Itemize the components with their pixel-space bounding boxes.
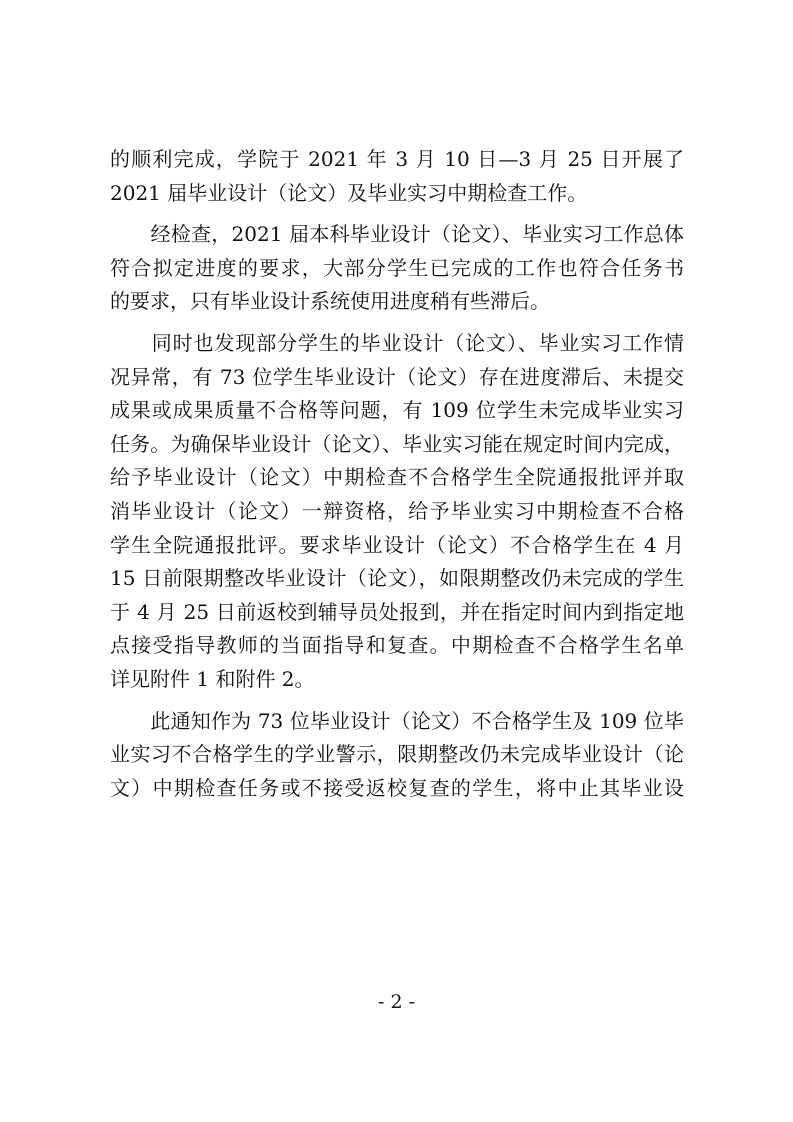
paragraph-4 — [110, 705, 684, 806]
text-line: 况异常，有 73 位学生毕业设计（论文）存在进度滞后、未提交 — [110, 364, 684, 389]
text-line: 2021 届毕业设计（论文）及毕业实习中期检查工作。 — [110, 180, 588, 205]
text-line: 学生全院通报批评。要求毕业设计（论文）不合格学生在 4 月 — [110, 532, 684, 557]
text-line: 同时也发现部分学生的毕业设计（论文）、毕业实习工作情 — [110, 330, 684, 355]
text-line: 业实习不合格学生的学业警示，限期整改仍未完成毕业设计（论 — [110, 742, 684, 767]
text-line: 文）中期检查任务或不接受返校复查的学生，将中止其毕业设 — [110, 775, 684, 800]
paragraph-2 — [110, 218, 684, 319]
text-line: 的顺利完成，学院于 2021 年 3 月 10 日—3 月 25 日开展了 — [110, 147, 684, 171]
text-line: 于 4 月 25 日前返校到辅导员处报到，并在指定时间内到指定地 — [110, 599, 684, 624]
text-line: 的要求，只有毕业设计系统使用进度稍有些滞后。 — [110, 289, 550, 314]
text-line: 详见附件 1 和附件 2。 — [110, 666, 315, 691]
text-line: 此通知作为 73 位毕业设计（论文）不合格学生及 109 位毕 — [110, 708, 684, 733]
paragraph-1 — [110, 143, 684, 210]
text-line: 给予毕业设计（论文）中期检查不合格学生全院通报批评并取 — [110, 465, 684, 490]
text-line: 15 日前限期整改毕业设计（论文），如限期整改仍未完成的学生 — [110, 566, 684, 591]
text-line: 消毕业设计（论文）一辩资格，给予毕业实习中期检查不合格 — [110, 498, 684, 523]
text-line: 符合拟定进度的要求，大部分学生已完成的工作也符合任务书 — [110, 255, 684, 280]
text-line: 点接受指导教师的当面指导和复查。中期检查不合格学生名单 — [110, 633, 684, 658]
text-line: 经检查，2021 届本科毕业设计（论文）、毕业实习工作总体 — [110, 222, 684, 247]
text-line: 成果或成果质量不合格等问题，有 109 位学生未完成毕业实习 — [110, 398, 684, 423]
text-line: 任务。为确保毕业设计（论文）、毕业实习能在规定时间内完成， — [110, 431, 684, 456]
paragraph-3 — [110, 327, 684, 697]
document-body — [110, 143, 684, 805]
page-number: - 2 - — [377, 991, 415, 1013]
